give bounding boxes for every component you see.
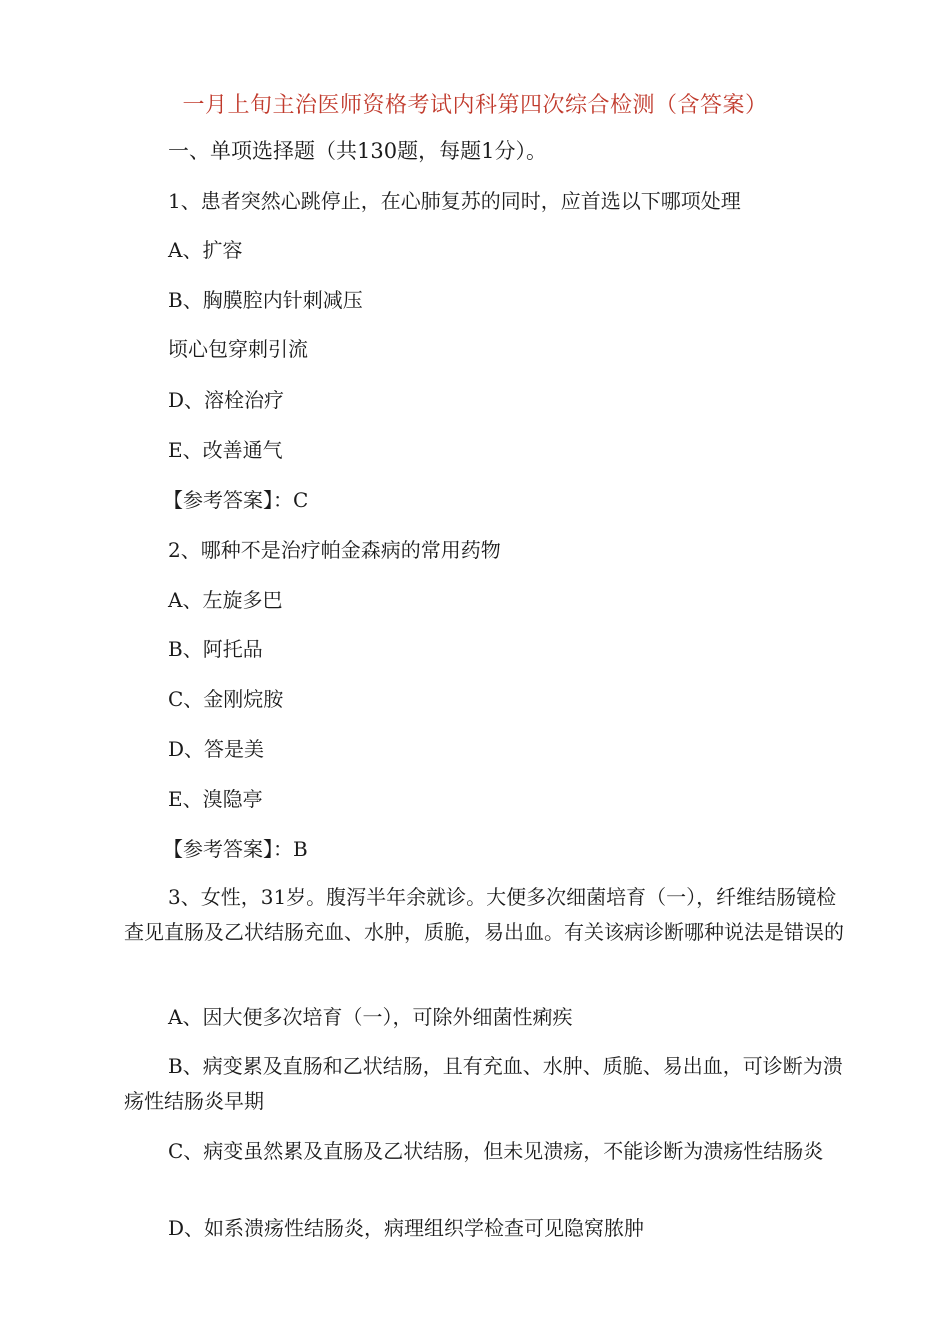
question-2-option-b: B、阿托品 [168,637,263,661]
question-3-option-d: D、如系溃疡性结肠炎，病理组织学检查可见隐窝脓肿 [168,1216,645,1240]
question-1-option-e: E、改善通气 [168,438,283,462]
question-2-answer: 【参考答案】：B [163,837,308,861]
question-1-answer: 【参考答案】：C [163,488,309,512]
question-2-option-e: E、溴隐亭 [168,787,263,811]
question-1-option-c: 顷心包穿刺引流 [168,337,308,361]
question-2-option-c: C、金刚烷胺 [168,687,284,711]
question-3-option-b: B、病变累及直肠和乙状结肠，且有充血、水肿、质脆、易出血，可诊断为溃疡性结肠炎早期 [124,1054,843,1113]
question-1-option-d: D、溶栓治疗 [168,388,285,412]
section-heading: 一、单项选择题（共130题，每题1分）。 [168,139,547,163]
question-3-option-c: C、病变虽然累及直肠及乙状结肠，但未见溃疡，不能诊断为溃疡性结肠炎 [168,1139,824,1163]
question-3-stem: 3、女性，31岁。腹泻半年余就诊。大便多次细菌培育（一），纤维结肠镜检查见直肠及乙状结肠充血、水肿，质脆，易出血。有关该病诊断哪种说法是错误的 [124,885,844,944]
question-1-stem: 1、患者突然心跳停止，在心肺复苏的同时，应首选以下哪项处理 [168,189,741,213]
question-1-option-b: B、胸膜腔内针刺减压 [168,288,363,312]
question-2-option-a: A、左旋多巴 [168,588,283,612]
question-2-stem: 2、哪种不是治疗帕金森病的常用药物 [168,538,501,562]
question-3-option-a: A、因大便多次培育（一），可除外细菌性痢疾 [168,1005,573,1029]
question-1-option-a: A、扩容 [168,238,243,262]
document-title: 一月上旬主治医师资格考试内科第四次综合检测（含答案） [182,93,768,118]
question-2-option-d: D、答是美 [168,737,265,761]
